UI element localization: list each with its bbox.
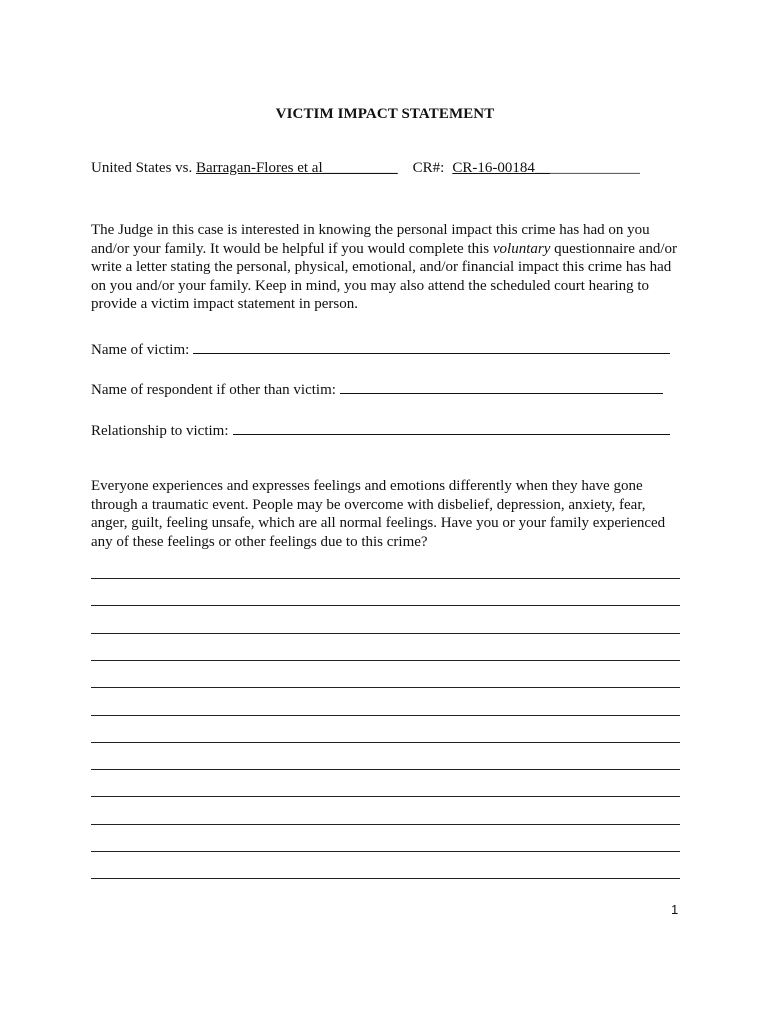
answer-line[interactable]	[91, 687, 680, 688]
question-line: Everyone experiences and expresses feelings and emotions differently when they have gone	[91, 478, 643, 494]
intro-text: questionnaire and/or	[550, 240, 678, 257]
answer-line[interactable]	[91, 878, 680, 879]
feelings-question	[91, 477, 691, 551]
page-number: 1	[671, 902, 679, 917]
respondent-name-input-line[interactable]	[340, 381, 663, 394]
intro-text: and/or your family. It would be helpful if you would complete this	[91, 240, 493, 257]
answer-line[interactable]	[91, 796, 680, 797]
answer-line[interactable]	[91, 715, 680, 716]
intro-line	[91, 240, 691, 259]
intro-paragraph	[91, 221, 691, 314]
case-number-trailing: ____________	[549, 160, 640, 176]
answer-line[interactable]	[91, 660, 680, 661]
intro-line: The Judge in this case is interested in knowing the personal impact this crime has had on you	[91, 222, 650, 238]
voluntary-emphasis: voluntary	[492, 240, 551, 257]
intro-line: provide a victim impact statement in person.	[91, 296, 359, 313]
answer-line[interactable]	[91, 633, 680, 634]
answer-line[interactable]	[91, 824, 680, 825]
respondent-name-label: Name of respondent if other than victim:	[91, 382, 336, 398]
cr-label: CR#:	[412, 160, 445, 176]
answer-line[interactable]	[91, 578, 680, 579]
answer-line[interactable]	[91, 605, 680, 606]
question-line: through a traumatic event. People may be overcome with disbelief, depression, anxiety, fear,	[91, 496, 646, 513]
defendant-name: Barragan-Flores et al	[196, 160, 323, 176]
answer-line[interactable]	[91, 769, 680, 770]
answer-line[interactable]	[91, 851, 680, 852]
relationship-label: Relationship to victim:	[91, 423, 229, 439]
defendant-fill: __________	[322, 160, 398, 176]
victim-name-label: Name of victim:	[91, 342, 190, 358]
intro-line: on you and/or your family. Keep in mind, you may also attend the scheduled court hearing to	[91, 277, 650, 294]
victim-name-input-line[interactable]	[193, 341, 670, 354]
relationship-field	[91, 422, 670, 440]
case-number-fill: __	[534, 160, 550, 176]
victim-name-field	[91, 341, 670, 359]
case-caption	[91, 160, 640, 177]
question-line: anger, guilt, feeling unsafe, which are all normal feelings. Have you or your family experienced	[91, 515, 666, 532]
relationship-input-line[interactable]	[233, 422, 670, 435]
case-number: CR-16-00184	[452, 160, 535, 176]
respondent-name-field	[91, 381, 663, 399]
page-title: VICTIM IMPACT STATEMENT	[275, 106, 495, 122]
question-line: any of these feelings or other feelings due to this crime?	[91, 533, 428, 550]
answer-line[interactable]	[91, 742, 680, 743]
case-prefix: United States vs.	[91, 160, 196, 176]
intro-line: write a letter stating the personal, physical, emotional, and/or financial impact this crime has had	[91, 259, 672, 276]
